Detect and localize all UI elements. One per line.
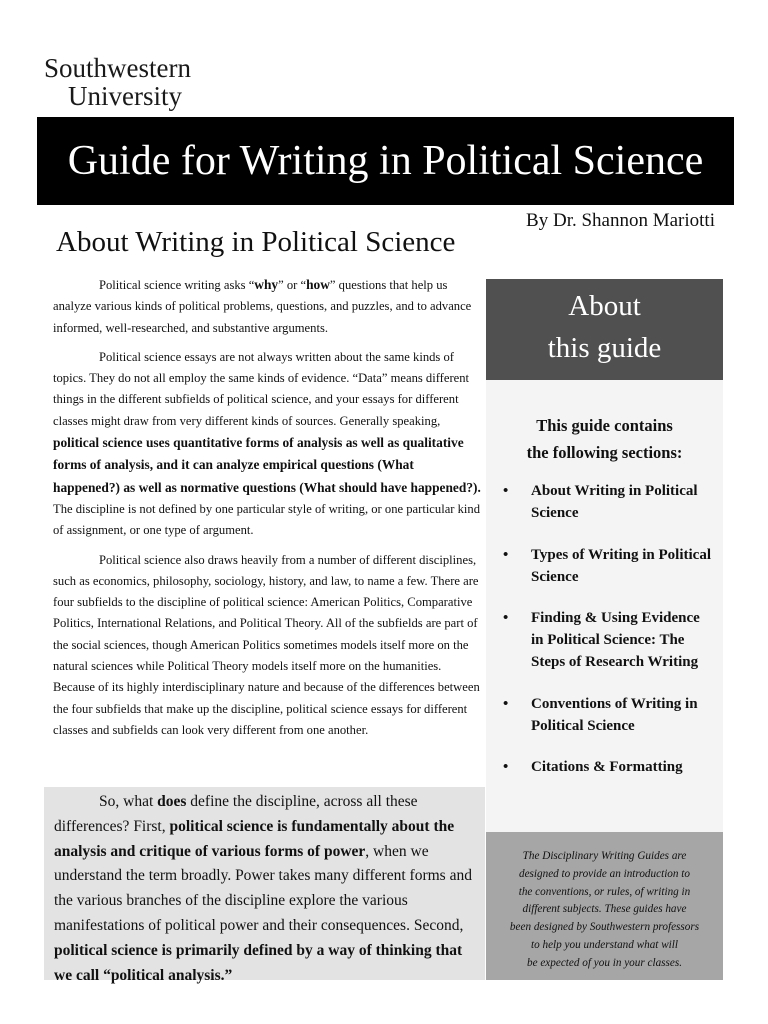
emphasis-does: does	[157, 793, 187, 810]
paragraph-2-emphasis: political science uses quantitative forms of analysis as well as qualitative forms of analysis, and it can analyze empirical questions (What happened?) as well as normative questions (What should have happened?).	[53, 435, 481, 495]
list-item: • Finding & Using Evidence in Political Science: The Steps of Research Writing	[500, 607, 715, 673]
emphasis-why: why	[254, 277, 279, 292]
section-title: About Writing in Political Science	[56, 226, 456, 258]
bullet-icon: •	[503, 695, 509, 712]
bullet-icon: •	[503, 483, 509, 499]
paragraph-2: Political science essays are not always written about the same kinds of topics. They do not all employ the same kinds of evidence. “Data” means different things in the different subfields of political science, and your essays for different classes might draw from very different kinds of sources. Generally speaking, political science uses quantitative forms of analysis as well as qualitative forms of analysis, and it can analyze empirical questions (What happened?) as well as normative questions (What should have happened?). The discipline is not defined by one particular style of writing, or one particular kind of assignment, or one type of argument.	[53, 349, 481, 538]
callout-paragraph: So, what does define the discipline, across all these differences? First, political science is fundamentally about the analysis and critique of various forms of power, when we understand the term broadly. Power takes many different forms and the various branches of the discipline explore the various manifestations of political power and their consequences. Second, political science is primarily defined by a way of thinking that we call “political analysis.”	[54, 793, 472, 984]
bullet-icon: •	[503, 546, 509, 563]
contents-heading: This guide contains the following sections:	[526, 416, 683, 462]
emphasis-how: how	[306, 277, 330, 292]
list-item: • Citations & Formatting	[500, 756, 715, 778]
author-byline: By Dr. Shannon Mariotti	[526, 210, 715, 231]
guide-title-banner: Guide for Writing in Political Science	[37, 117, 734, 205]
bullet-icon: •	[503, 759, 509, 776]
callout-emphasis-power: political science is fundamentally about the analysis and critique of various forms of power	[54, 817, 455, 860]
list-item: • Types of Writing in Political Science	[500, 544, 715, 588]
bullet-icon: •	[503, 610, 509, 627]
logo-line-1: Southwestern	[44, 53, 191, 83]
sections-list	[500, 480, 715, 798]
callout-emphasis-analysis: political science is primarily defined by a way of thinking that we call “political analysis.”	[54, 941, 463, 984]
about-guide-heading: About this guide	[486, 279, 723, 380]
paragraph-3: Political science also draws heavily from a number of different disciplines, such as economics, philosophy, sociology, history, and law, to name a few. There are four subfields to the discipline of political science: American Politics, Comparative Politics, International Relations, and Political Theory. All of the subfields are part of the social sciences, though American Politics sometimes models itself more on the natural sciences while Political Theory models itself more on the humanities. Because of its highly interdisciplinary nature and because of the differences between the four subfields that make up the discipline, political science essays for different classes and subfields can look very different from one another.	[53, 552, 480, 737]
list-item: • About Writing in Political Science	[500, 480, 715, 524]
logo-line-2: University	[68, 81, 182, 111]
guide-description-box: The Disciplinary Writing Guides are designed to provide an introduction to the conventions, or rules, of writing in different subjects. These guides have been designed by Southwestern professors to help you understand what will be expected of you in your classes.	[486, 832, 723, 980]
callout-box	[44, 787, 485, 984]
university-logo	[44, 54, 191, 110]
list-item: • Conventions of Writing in Political Science	[500, 693, 715, 737]
paragraph-1: Political science writing asks “why” or “how” questions that help us analyze various kinds of political problems, questions, and puzzles, and to advance informed, well-researched, and substantive arguments.	[53, 277, 472, 335]
body-text	[53, 274, 481, 749]
